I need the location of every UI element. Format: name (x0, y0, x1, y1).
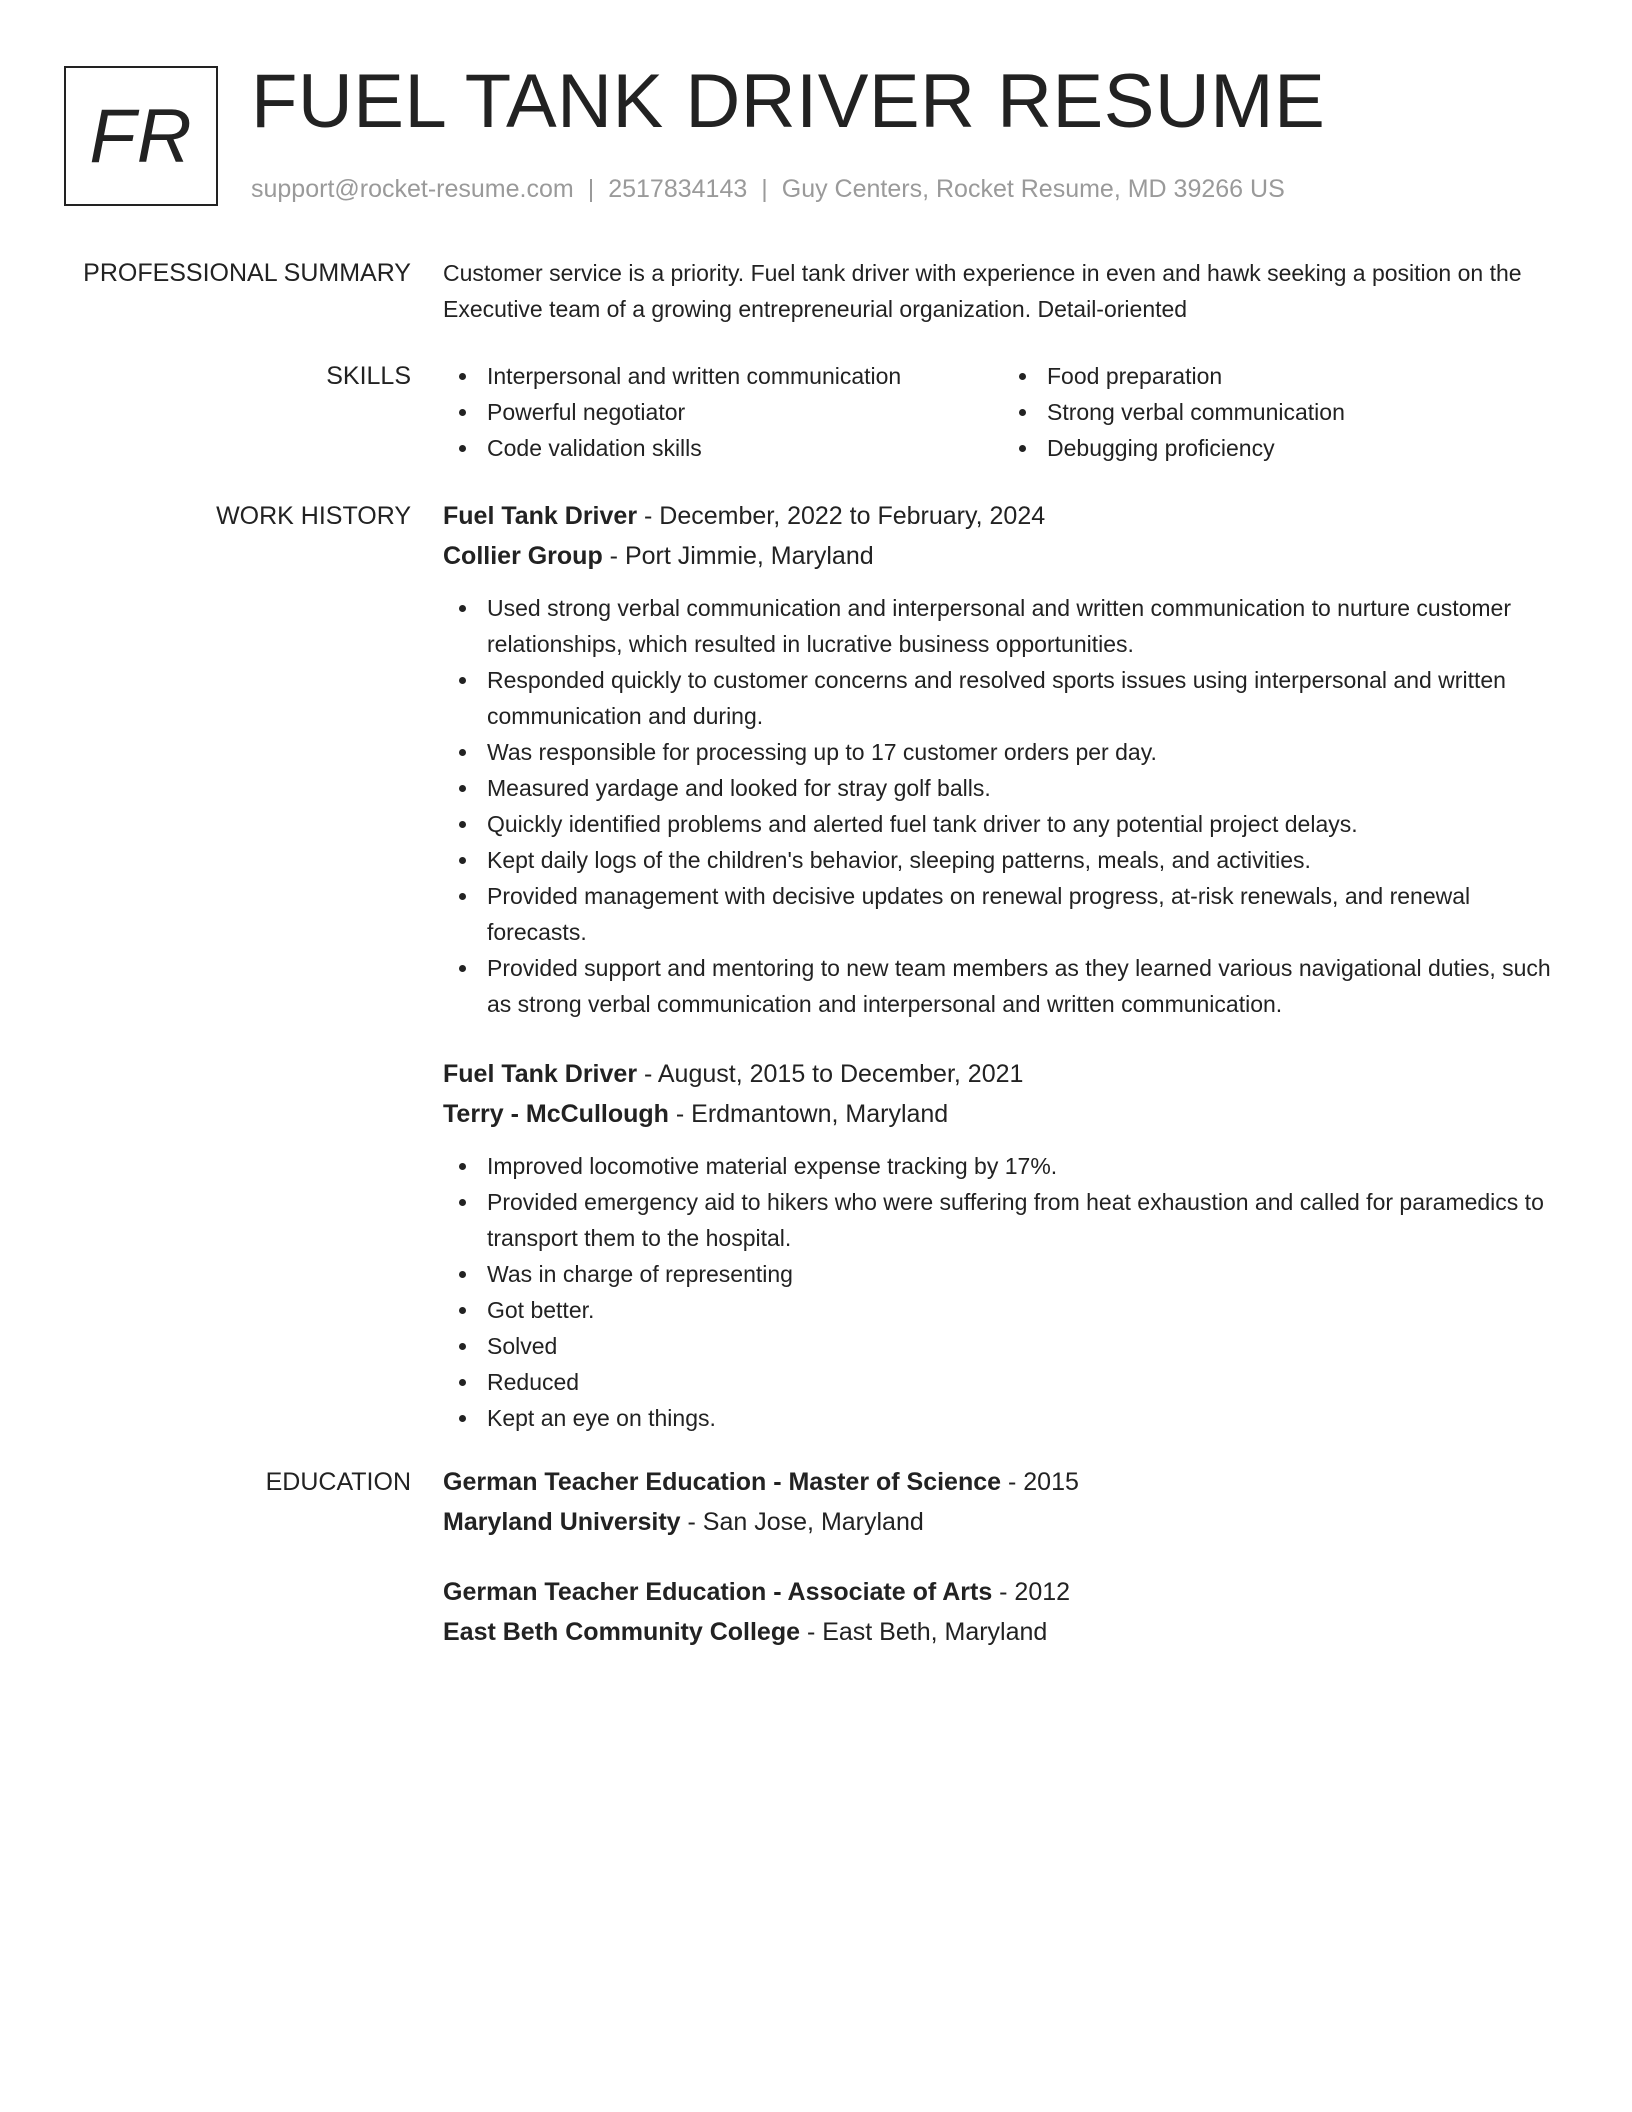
job-bullets (443, 590, 1563, 1022)
education-entry (443, 1462, 1563, 1542)
education-year: - 2012 (992, 1578, 1071, 1606)
education-school-line (443, 1502, 1563, 1542)
summary-body (443, 255, 1563, 327)
summary-text: Customer service is a priority. Fuel tank driver with experience in even and hawk seeking a position on the Executive team of a growing entrepreneurial organization. Detail-oriented (443, 260, 1522, 322)
skills-grid (443, 358, 1563, 466)
education-degree-line (443, 1462, 1563, 1502)
job-bullet: Kept an eye on things. (487, 1400, 1563, 1436)
education-location: - East Beth, Maryland (800, 1618, 1048, 1646)
contact-line (251, 174, 1285, 204)
education-location: - San Jose, Maryland (680, 1508, 924, 1536)
job-company-line (443, 536, 1563, 576)
skill-item: Powerful negotiator (487, 394, 1003, 430)
monogram-box (64, 66, 218, 206)
job-location: - Port Jimmie, Maryland (602, 542, 874, 570)
skills-column-left (443, 358, 1003, 466)
job-bullet: Provided management with decisive updates on renewal progress, at-risk renewals, and renewal forecasts. (487, 878, 1563, 950)
education-school: East Beth Community College (443, 1618, 800, 1646)
education-school: Maryland University (443, 1508, 681, 1536)
education-body (443, 1462, 1563, 1652)
contact-separator: | (761, 175, 768, 203)
section-label-education: EDUCATION (265, 1468, 411, 1496)
education-degree-line (443, 1572, 1563, 1612)
section-label-skills: SKILLS (326, 362, 411, 390)
skill-item: Strong verbal communication (1047, 394, 1563, 430)
skill-item: Food preparation (1047, 358, 1563, 394)
job-title-line (443, 1054, 1563, 1094)
job-entry (443, 1054, 1563, 1436)
job-title-line (443, 496, 1563, 536)
job-bullet: Solved (487, 1328, 1563, 1364)
job-bullet: Improved locomotive material expense tracking by 17%. (487, 1148, 1563, 1184)
job-bullets (443, 1148, 1563, 1436)
job-title: Fuel Tank Driver (443, 502, 638, 530)
job-bullet: Quickly identified problems and alerted fuel tank driver to any potential project delays. (487, 806, 1563, 842)
contact-separator: | (587, 175, 595, 203)
education-year: - 2015 (1001, 1468, 1079, 1496)
resume-title: FUEL TANK DRIVER RESUME (251, 59, 1326, 144)
contact-email: support@rocket-resume.com (251, 175, 574, 203)
job-bullet: Provided emergency aid to hikers who were suffering from heat exhaustion and called for paramedics to transport them to the hospital. (487, 1184, 1563, 1256)
job-company: Terry - McCullough (443, 1100, 669, 1128)
contact-address: Guy Centers, Rocket Resume, MD 39266 US (781, 175, 1285, 203)
job-bullet: Was responsible for processing up to 17 customer orders per day. (487, 734, 1563, 770)
job-bullet: Responded quickly to customer concerns and resolved sports issues using interpersonal and written communication and during. (487, 662, 1563, 734)
job-company-line (443, 1094, 1563, 1134)
skills-body (443, 358, 1563, 466)
job-bullet: Reduced (487, 1364, 1563, 1400)
job-bullet: Got better. (487, 1292, 1563, 1328)
education-school-line (443, 1612, 1563, 1652)
contact-phone: 2517834143 (608, 175, 748, 203)
skill-item: Interpersonal and written communication (487, 358, 1003, 394)
job-bullet: Was in charge of representing (487, 1256, 1563, 1292)
job-dates: - December, 2022 to February, 2024 (637, 502, 1046, 530)
job-location: - Erdmantown, Maryland (668, 1100, 949, 1128)
job-bullet: Measured yardage and looked for stray golf balls. (487, 770, 1563, 806)
skill-item: Code validation skills (487, 430, 1003, 466)
work-body (443, 496, 1563, 1436)
job-bullet: Kept daily logs of the children's behavior, sleeping patterns, meals, and activities. (487, 842, 1563, 878)
skills-column-right (1003, 358, 1563, 466)
job-dates: - August, 2015 to December, 2021 (637, 1060, 1024, 1088)
job-title: Fuel Tank Driver (443, 1060, 638, 1088)
job-bullet: Provided support and mentoring to new team members as they learned various navigational duties, such as strong verbal communication and interpersonal and written communication. (487, 950, 1563, 1022)
job-bullet: Used strong verbal communication and interpersonal and written communication to nurture customer relationships, which resulted in lucrative business opportunities. (487, 590, 1563, 662)
skill-item: Debugging proficiency (1047, 430, 1563, 466)
education-entry (443, 1572, 1563, 1652)
job-entry (443, 496, 1563, 1022)
section-label-work: WORK HISTORY (216, 502, 411, 530)
monogram-initials: FR (89, 93, 193, 179)
job-company: Collier Group (443, 542, 603, 570)
section-label-summary: PROFESSIONAL SUMMARY (83, 259, 411, 287)
education-degree: German Teacher Education - Associate of Arts (443, 1578, 993, 1606)
education-degree: German Teacher Education - Master of Science (443, 1468, 1002, 1496)
